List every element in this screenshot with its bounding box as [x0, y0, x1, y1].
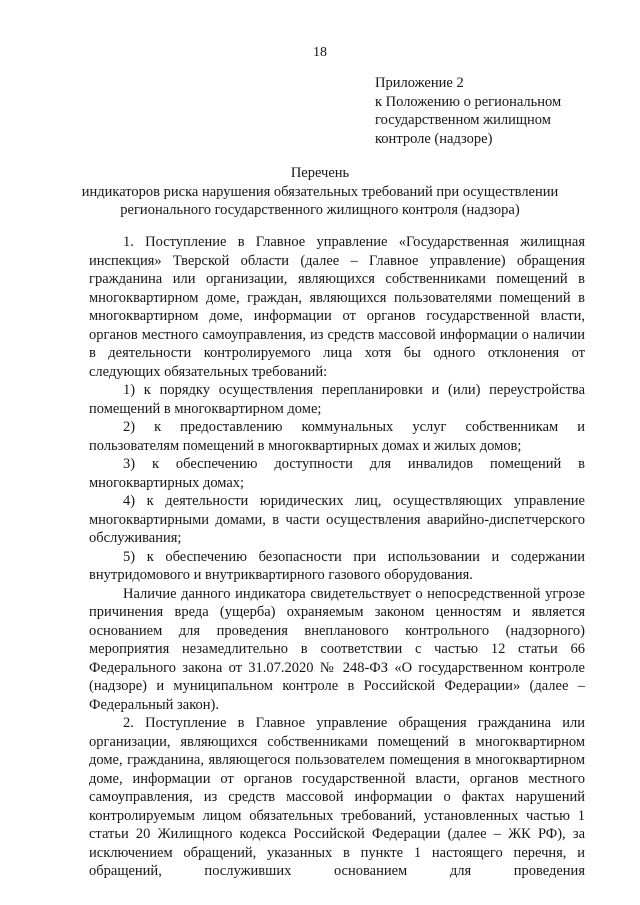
appendix-line: Приложение 2 [375, 75, 464, 91]
appendix-line: к Положению о региональном [375, 93, 562, 110]
paragraph-subitem-3: 3) к обеспечению доступности для инвалидов помещений в многоквартирных домах; [89, 456, 585, 491]
appendix-line: контроле (надзоре) [375, 130, 493, 147]
paragraph-subitem-4: 4) к деятельности юридических лиц, осуществляющих управление многоквартирными домами, в части осуществления аварийно-диспетчерского обслуживания; [89, 493, 585, 546]
paragraph-indicator-note: Наличие данного индикатора свидетельствует о непосредственной угрозе причинения вреда (ущерба) охраняемым законом ценностям и является основанием для проведения внепланового контрольного (надзорного) мероприятия незамедлительно в соответствии с частью 12 статьи 66 Федерального закона от 31.07.2020 № 248-ФЗ «О государственном контроле (надзоре) и муниципальном контроле в Российской Федерации» (далее – Федеральный закон). [89, 585, 585, 713]
title-line: регионального государственного жилищного контроля (надзора) [120, 202, 520, 218]
paragraph-item-2: 2. Поступление в Главное управление обращения гражданина или организации, являющихся собственниками помещений в многоквартирном доме, гражданина, являющегося пользователем помещения в многоквартирном доме, информации от органов государственной власти, органов местного самоуправления, из средств массовой информации о фактах нарушений контролируемым лицом обязательных требований, установленных частью 1 статьи 20 Жилищного кодекса Российской Федерации (далее – ЖК РФ), за исключением обращений, указанных в пункте 1 настоящего перечня, и обращений, послуживших основанием для проведения [89, 715, 585, 879]
title-line: индикаторов риска нарушения обязательных требований при осуществлении [81, 183, 559, 200]
paragraph-subitem-1: 1) к порядку осуществления перепланировки и (или) переустройства помещений в многоквартирном доме; [89, 382, 585, 417]
document-body [89, 233, 585, 881]
paragraph-subitem-2: 2) к предоставлению коммунальных услуг собственникам и пользователям помещений в многоквартирных домах и жилых домов; [89, 419, 585, 454]
appendix-line: государственном жилищном [375, 112, 551, 128]
paragraph-subitem-5: 5) к обеспечению безопасности при использовании и содержании внутридомового и внутриквартирного газового оборудования. [89, 548, 585, 583]
paragraph-item-1: 1. Поступление в Главное управление «Государственная жилищная инспекция» Тверской области (далее – Главное управление) обращения гражданина или организации, являющихся собственниками помещений в многоквартирном доме, граждан, являющихся пользователями помещений в многоквартирном доме, информации от органов государственной власти, органов местного самоуправления, из средств массовой информации о наличии в деятельности контролируемого лица хотя бы одного отклонения от следующих обязательных требований: [89, 234, 585, 380]
title-line: Перечень [290, 165, 350, 181]
appendix-header [375, 74, 625, 148]
document-title [0, 164, 640, 220]
page-number: 18 [313, 45, 327, 60]
